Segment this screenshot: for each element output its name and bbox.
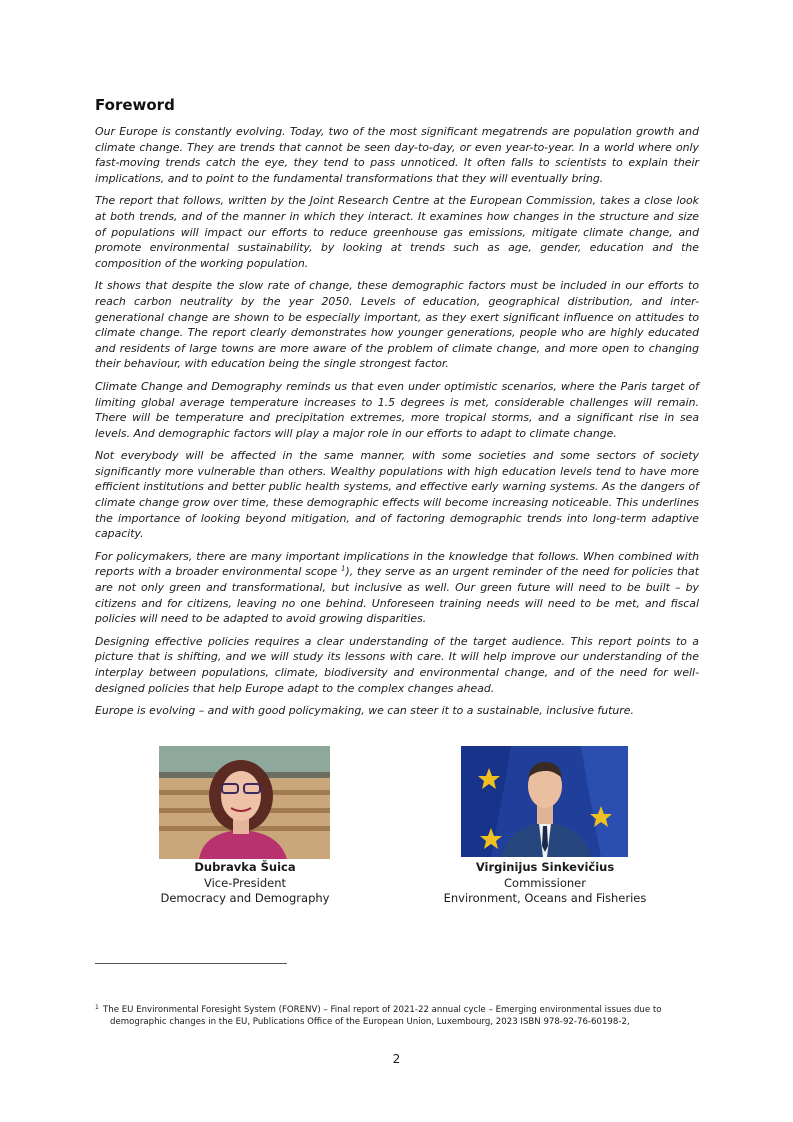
paragraph-closing: Europe is evolving – and with good policymaking, we can steer it to a sustainable, inclusive future. bbox=[95, 704, 634, 718]
portrait-photo-sinkevicius bbox=[461, 746, 628, 857]
paragraph-climate-change: Climate Change and Demography reminds us that even under optimistic scenarios, where the Paris target of limiting global average temperature increases to 1.5 degrees is met, considerable challenges will remain. There will be temperature and precipitation extremes, more tropical storms, and a significant rise in sea levels. And demographic factors will play a major role in our efforts to adapt to climate change. bbox=[95, 379, 699, 440]
footnote bbox=[95, 1004, 699, 1028]
signatory-name: Virginijus Sinkevičius bbox=[475, 860, 615, 874]
signatory-role: Commissioner bbox=[504, 875, 586, 890]
portrait-image bbox=[461, 746, 628, 857]
signatory-portfolio: Environment, Oceans and Fisheries bbox=[443, 891, 647, 906]
portrait-photo-suica bbox=[159, 746, 330, 859]
policy-text-end: ), they serve as an urgent reminder of the need for policies that are not only green and transformational, but inclusive as well. Our green future will need to be built – by citizens and for citizens, leaving no one behind. Unforeseen training needs will need to be met, and fiscal policies will need to be adapted to avoid growing disparities. bbox=[95, 565, 700, 626]
page-number: 2 bbox=[392, 1052, 401, 1066]
paragraph-policymakers bbox=[95, 549, 699, 627]
signatory-suica bbox=[145, 860, 345, 907]
paragraph-demographic-factors: It shows that despite the slow rate of change, these demographic factors must be included in our efforts to reach carbon neutrality by the year 2050. Levels of education, geographical distribution, and inter-generational change are shown to be especially important, as they exert significant influence on attitudes to climate change. The report clearly demonstrates how younger generations, people who are highly educated and residents of large towns are more aware of the problem of climate change, and more open to changing their behaviour, with education being the single strongest factor. bbox=[95, 279, 699, 371]
paragraph-report: The report that follows, written by the Joint Research Centre at the European Commission, takes a close look at both trends, and of the manner in which they interact. It examines how changes in the structure and size of populations will impact our efforts to reduce greenhouse gas emissions, mitigate climate change, and promote environmental sustainability, by looking at trends such as age, gender, education and the composition of the working population. bbox=[95, 194, 699, 270]
portrait-image bbox=[159, 746, 330, 859]
signatory-name: Dubravka Šuica bbox=[194, 860, 296, 874]
paragraph-vulnerability: Not everybody will be affected in the same manner, with some societies and some sectors of society significantly more vulnerable than others. Wealthy populations with high education levels tend to have more efficient institutions and better public health systems, and effective early warning systems. As the dangers of climate change grow over time, these demographic effects will become increasing noticeable. This underlines the importance of looking beyond mitigation, and of factoring demographic trends into long-term adaptive capacity. bbox=[95, 449, 699, 541]
signatory-portfolio: Democracy and Demography bbox=[160, 891, 330, 906]
footnote-text-line2: demographic changes in the EU, Publications Office of the European Union, Luxembourg, 2023 ISBN 978-92-76-60198-2, bbox=[110, 1017, 630, 1027]
policy-text-start: For policymakers, there are many important implications in the knowledge that follows. When combined with reports with a broader environmental scope bbox=[95, 549, 699, 579]
footnote-separator bbox=[95, 963, 287, 964]
footnote-number: 1 bbox=[95, 1004, 99, 1011]
footnote-reference[interactable]: 1 bbox=[340, 564, 346, 573]
paragraph-design: Designing effective policies requires a clear understanding of the target audience. This report points to a picture that is shifting, and we will study its lessons with care. It will help improve our understanding of the interplay between populations, climate, biodiversity and environmental change, and of the need for well-designed policies that help Europe adapt to the complex changes ahead. bbox=[95, 634, 699, 695]
signatory-sinkevicius bbox=[430, 860, 660, 907]
signatory-role: Vice-President bbox=[204, 875, 286, 890]
footnote-text-line1: The EU Environmental Foresight System (FORENV) – Final report of 2021-22 annual cycle – Emerging environmental issues due to bbox=[103, 1005, 662, 1015]
section-title: Foreword bbox=[95, 96, 175, 114]
foreword-body bbox=[95, 124, 699, 726]
paragraph-intro: Our Europe is constantly evolving. Today, two of the most significant megatrends are population growth and climate change. They are trends that cannot be seen day-to-day, or even year-to-year. In a world where only fast-moving trends catch the eye, they tend to pass unnoticed. It often falls to scientists to explain their implications, and to point to the fundamental transformations that they will eventually bring. bbox=[95, 125, 699, 185]
